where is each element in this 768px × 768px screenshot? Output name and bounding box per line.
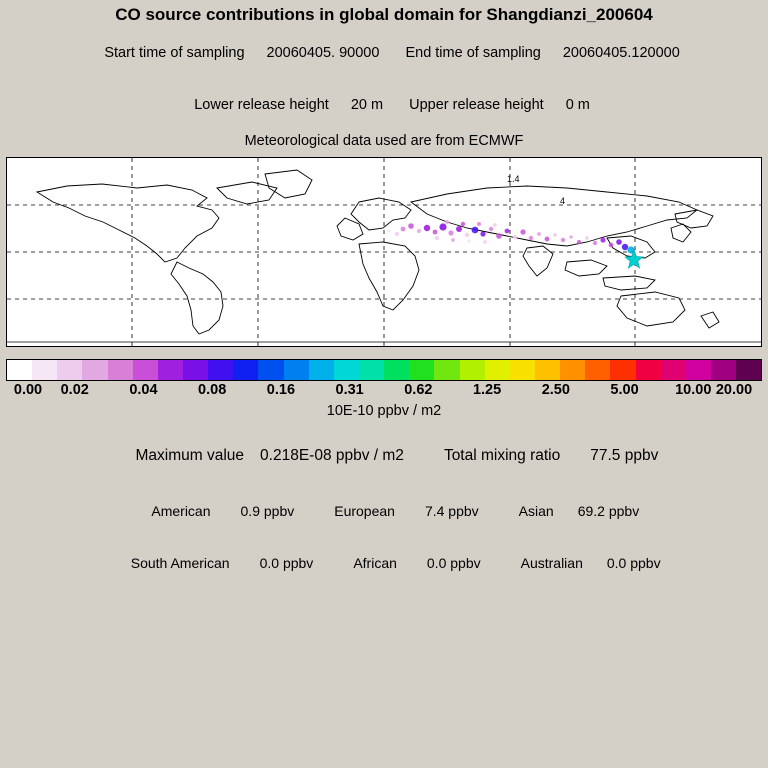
release-height-line	[0, 81, 768, 129]
world-map	[7, 158, 761, 346]
sampling-time-line	[0, 29, 768, 77]
colorbar-cell-17	[434, 360, 459, 380]
colorbar-cell-28	[711, 360, 736, 380]
colorbar-tick-4: 0.16	[266, 382, 296, 398]
colorbar-cell-12	[309, 360, 334, 380]
max-value-label: Maximum value	[135, 447, 245, 464]
start-time-label: Start time of sampling	[104, 45, 245, 61]
region-value-australian: 0.0 ppbv	[606, 555, 661, 571]
colorbar-tick-3: 0.08	[198, 382, 227, 398]
colorbar-panel	[6, 359, 762, 419]
lower-release-value: 20 m	[350, 97, 384, 113]
total-mixing-ratio-label: Total mixing ratio	[443, 447, 561, 464]
end-time-value: 20060405.120000	[562, 45, 680, 61]
colorbar-tick-9: 5.00	[610, 382, 639, 398]
stats-row-summary	[0, 429, 768, 483]
page-title: CO source contributions in global domain for Shangdianzi_200604	[115, 5, 653, 24]
colorbar-cell-13	[334, 360, 359, 380]
colorbar-cell-22	[560, 360, 585, 380]
map-panel	[6, 157, 762, 347]
region-value-south-american: 0.0 ppbv	[259, 555, 314, 571]
region-label-australian: Australian	[520, 555, 583, 571]
colorbar-cell-3	[82, 360, 107, 380]
colorbar-cell-8	[208, 360, 233, 380]
total-mixing-ratio-value: 77.5 ppbv	[590, 447, 659, 464]
contour-label-1: 1.4	[507, 174, 520, 184]
colorbar-tick-1: 0.02	[60, 382, 89, 398]
colorbar-cell-19	[485, 360, 510, 380]
colorbar-cell-15	[384, 360, 409, 380]
contour-label-2: 4	[560, 196, 566, 206]
colorbar-tick-2: 0.04	[129, 382, 158, 398]
colorbar-cell-18	[460, 360, 485, 380]
stats-row-southern	[0, 539, 768, 587]
region-label-south-american: South American	[130, 555, 230, 571]
colorbar-cell-16	[409, 360, 434, 380]
region-label-american: American	[151, 503, 211, 519]
colorbar-cell-23	[585, 360, 610, 380]
colorbar-cell-29	[736, 360, 761, 380]
region-label-african: African	[353, 555, 397, 571]
colorbar-cell-4	[108, 360, 133, 380]
receptor-star-icon	[625, 250, 643, 268]
met-data-line: Meteorological data used are from ECMWF	[244, 133, 524, 149]
colorbar-cell-26	[661, 360, 686, 380]
colorbar-tick-10: 10.00	[675, 382, 712, 398]
colorbar-cell-2	[57, 360, 82, 380]
colorbar-cell-6	[158, 360, 183, 380]
region-value-american: 0.9 ppbv	[240, 503, 295, 519]
colorbar	[6, 359, 762, 381]
start-time-value: 20060405. 90000	[266, 45, 380, 61]
colorbar-cell-1	[32, 360, 57, 380]
colorbar-tick-11: 20.00	[715, 382, 753, 398]
colorbar-tick-8: 2.50	[541, 382, 570, 398]
colorbar-cell-14	[359, 360, 384, 380]
colorbar-tick-7: 1.25	[472, 382, 502, 398]
region-value-european: 7.4 ppbv	[424, 503, 479, 519]
colorbar-unit-label: 10E-10 ppbv / m2	[326, 403, 442, 419]
colorbar-tick-6: 0.62	[404, 382, 433, 398]
colorbar-cell-21	[535, 360, 560, 380]
region-value-asian: 69.2 ppbv	[577, 503, 640, 519]
colorbar-tick-5: 0.31	[335, 382, 364, 398]
colorbar-tick-labels	[6, 382, 762, 400]
statistics-panel	[0, 429, 768, 587]
colorbar-cell-10	[258, 360, 283, 380]
colorbar-cell-7	[183, 360, 208, 380]
upper-release-label: Upper release height	[409, 97, 544, 113]
colorbar-cell-5	[133, 360, 158, 380]
end-time-label: End time of sampling	[405, 45, 541, 61]
contour-labels	[507, 174, 565, 206]
lower-release-label: Lower release height	[194, 97, 329, 113]
colorbar-cell-20	[510, 360, 535, 380]
region-label-asian: Asian	[518, 503, 554, 519]
region-value-african: 0.0 ppbv	[426, 555, 481, 571]
max-value: 0.218E-08 ppbv / m2	[260, 447, 404, 464]
colorbar-cell-11	[284, 360, 309, 380]
region-label-european: European	[334, 503, 395, 519]
colorbar-cell-9	[233, 360, 258, 380]
colorbar-cell-27	[686, 360, 711, 380]
colorbar-cell-24	[610, 360, 635, 380]
stats-row-northern	[0, 487, 768, 535]
colorbar-cell-0	[7, 360, 32, 380]
colorbar-cell-25	[636, 360, 661, 380]
upper-release-value: 0 m	[565, 97, 590, 113]
colorbar-tick-0: 0.00	[13, 382, 43, 398]
